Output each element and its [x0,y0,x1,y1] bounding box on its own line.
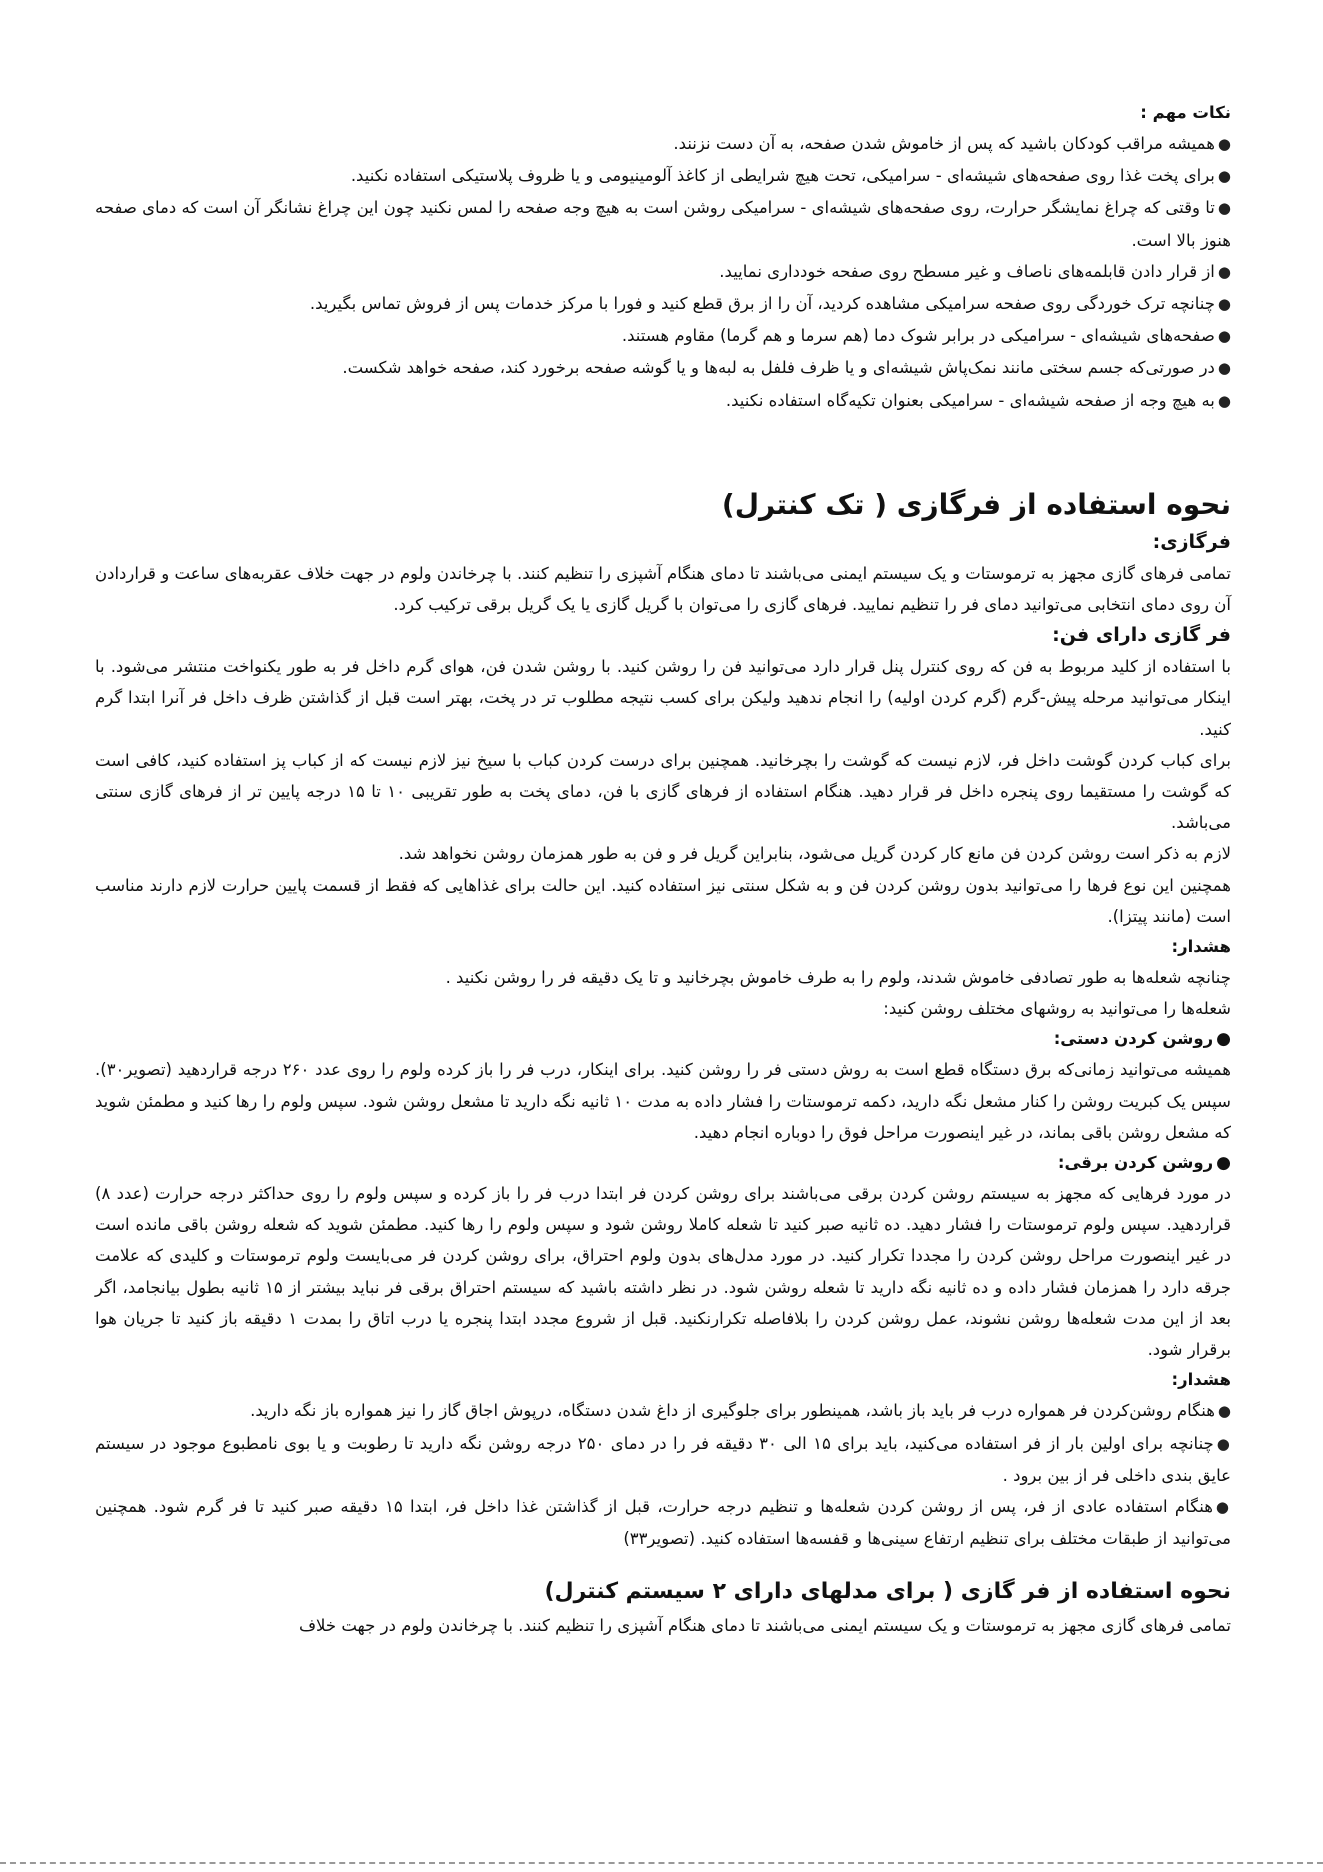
page-bottom-rule [0,1862,1323,1864]
note-item: ● صفحه‌های شیشه‌ای - سرامیکی در برابر شوک دما (هم سرما و هم گرما) مقاوم هستند. [95,320,1231,352]
electric-ignition-text: در مورد فرهایی که مجهز به سیستم روشن کردن برقی می‌باشند برای روشن کردن فر ابتدا درب فر را باز کرده و سپس ولوم را روی حداکثر درجه حرارت (عدد ۸) قراردهید. سپس ولوم ترموستات را فشار دهید. ده ثانیه صبر کنید تا شعله کاملا روشن شود و سپس ولوم را رها کنید. مطمئن شوید که شعله روشن باقی مانده است در غیر اینصورت مراحل روشن کردن را مجددا تکرار کنید. در مورد مدل‌های بدون ولوم احتراق، برای روشن کردن فر می‌بایست ولوم ترموستات و کلیدی که علامت جرقه دارد را همزمان فشار داده و ده ثانیه نگه دارید تا شعله روشن شود. در نظر داشته باشید که سیستم احتراق برقی فر نباید بیشتر از ۱۵ ثانیه بطول بیانجامد، اگر بعد از این مدت شعله‌ها روشن نشوند، عمل روشن کردن را بلافاصله تکرارنکنید. قبل از شروع مجدد ابتدا پنجره یا درب اتاق را بمدت ۱ دقیقه باز کنید تا جریان هوا برقرار شود. [95,1184,1231,1360]
manual-ignition-heading: ● روشن کردن دستی: [95,1024,1231,1054]
important-notes [95,98,1231,417]
note-item: ● از قرار دادن قابلمه‌های ناصاف و غیر مسطح روی صفحه خودداری نمایید. [95,256,1231,288]
manual-page [95,0,1231,1642]
section-dual-control [95,1574,1231,1641]
note-item: ● چنانچه ترک خوردگی روی صفحه سرامیکی مشاهده کردید، آن را از برق قطع کنید و فورا با مرکز خدمات پس از فروش تماس بگیرید. [95,288,1231,320]
notes-heading: نکات مهم : [1140,103,1231,122]
warning-item: ● چنانچه برای اولین بار از فر استفاده می‌کنید، باید برای ۱۵ الی ۳۰ دقیقه فر را در دمای ۲۵۰ درجه روشن نگه دارید تا رطوبت و یا بوی نامطبوع موجود در سیستم عایق بندی داخلی فر از بین برود . [95,1428,1231,1491]
section-title: نحوه استفاده از فر گازی ( برای مدلهای دارای ۲ سیستم کنترل) [544,1579,1231,1605]
warning-heading: هشدار: [1171,1370,1231,1390]
warning-text: شعله‌ها را می‌توانید به روشهای مختلف روشن کنید: [883,999,1231,1019]
fan-oven-heading: فر گازی دارای فن: [1052,624,1231,647]
note-item: ● تا وقتی که چراغ نمایشگر حرارت، روی صفحه‌های شیشه‌ای - سرامیکی روشن است به هیچ وجه صفحه را لمس نکنید چون این چراغ نشانگر آن است که دمای صفحه هنوز بالا است. [95,192,1231,255]
warning-text: چنانچه شعله‌ها به طور تصادفی خاموش شدند، ولوم را به طرف خاموش بچرخانید و تا یک دقیقه فر را روشن نکنید . [445,968,1231,988]
warning-heading: هشدار: [1171,937,1231,957]
section-text: تمامی فرهای گازی مجهز به ترموستات و یک سیستم ایمنی می‌باشند تا دمای هنگام آشپزی را تنظیم کنند. با چرخاندن ولوم در جهت خلاف [298,1616,1231,1636]
fan-text: برای کباب کردن گوشت داخل فر، لازم نیست که گوشت را بچرخانید. همچنین برای درست کردن کباب با سیخ نیز لازم نیست که از کباب پز استفاده کنید، کافی است که گوشت را مستقیما روی پنجره داخل فر قرار دهید. هنگام استفاده از فرهای گازی با فن، دمای پخت به طور تقریبی ۱۰ تا ۱۵ درجه پایین تر از فرهای گازی سنتی می‌باشد. [95,750,1231,833]
oven-text: تمامی فرهای گازی مجهز به ترموستات و یک سیستم ایمنی می‌باشند تا دمای هنگام آشپزی را تنظیم کنند. با چرخاندن ولوم در جهت خلاف عقربه‌های ساعت و قراردادن آن روی دمای انتخابی می‌توانید دمای فر را تنظیم نمایید. فرهای گازی را می‌توان با گریل گازی یا یک گریل برقی ترکیب کرد. [95,563,1231,615]
note-item: ● به هیچ وجه از صفحه شیشه‌ای - سرامیکی بعنوان تکیه‌گاه استفاده نکنید. [95,385,1231,417]
fan-text: با استفاده از کلید مربوط به فن که روی کنترل پنل قرار دارد می‌توانید فن را روشن کنید. با روشن شدن فن، هوای گرم داخل فر به طور یکنواخت منتشر می‌شود. با اینکار می‌توانید مرحله پیش-گرم (گرم کردن اولیه) را انجام ندهید ولیکن برای کسب نتیجه مطلوب تر در پخت، بهتر است قبل از گذاشتن ظرف داخل فر آنرا ابتدا گرم کنید. [95,657,1231,739]
fan-text: همچنین این نوع فرها را می‌توانید بدون روشن کردن فن و به شکل سنتی نیز استفاده کنید. این حالت برای غذاهایی که فقط از قسمت پایین حرارت لازم دارند مناسب است (مانند پیتزا). [95,875,1231,926]
note-item: ● برای پخت غذا روی صفحه‌های شیشه‌ای - سرامیکی، تحت هیچ شرایطی از کاغذ آلومینیومی و یا ظروف پلاستیکی استفاده نکنید. [95,160,1231,192]
fan-text: لازم به ذکر است روشن کردن فن مانع کار کردن گریل می‌شود، بنابراین گریل فر و فن به طور همزمان روشن نخواهد شد. [398,844,1231,864]
warning-item: ● هنگام استفاده عادی از فر، پس از روشن کردن شعله‌ها و تنظیم درجه حرارت، قبل از گذاشتن غذا داخل فر، ابتدا ۱۵ دقیقه صبر کنید تا فر گرم شود. همچنین می‌توانید از طبقات مختلف برای تنظیم ارتفاع سینی‌ها و قفسه‌ها استفاده کنید. (تصویر۳۳) [95,1491,1231,1554]
note-item: ● در صورتی‌که جسم سختی مانند نمک‌پاش شیشه‌ای و یا ظرف فلفل به لبه‌ها و یا گوشه صفحه برخورد کند، صفحه خواهد شکست. [95,352,1231,384]
oven-heading: فرگازی: [1152,530,1231,553]
manual-ignition-text: همیشه می‌توانید زمانی‌که برق دستگاه قطع است به روش دستی فر را روشن کنید. برای اینکار، درب فر را باز کرده ولوم را روی عدد ۲۶۰ درجه قراردهید (تصویر۳۰). سپس یک کبریت روشن را کنار مشعل نگه دارید، دکمه ترموستات را فشار داده به مدت ۱۰ ثانیه نگه دارید تا مشعل روشن شود. سپس ولوم را رها کنید و مطمئن شوید که مشعل روشن باقی بماند، در غیر اینصورت مراحل فوق را دوباره انجام دهید. [95,1060,1231,1142]
note-item: ● همیشه مراقب کودکان باشید که پس از خاموش شدن صفحه، به آن دست نزنند. [95,128,1231,160]
section-single-control [95,483,1231,1554]
section-title: نحوه استفاده از فرگازی ( تک کنترل) [721,487,1231,521]
warning-item: ● هنگام روشن‌کردن فر همواره درب فر باید باز باشد، همینطور برای جلوگیری از داغ شدن دستگاه، درپوش اجاق گاز را نیز همواره باز نگه دارید. [95,1395,1231,1427]
electric-ignition-heading: ● روشن کردن برقی: [95,1148,1231,1178]
